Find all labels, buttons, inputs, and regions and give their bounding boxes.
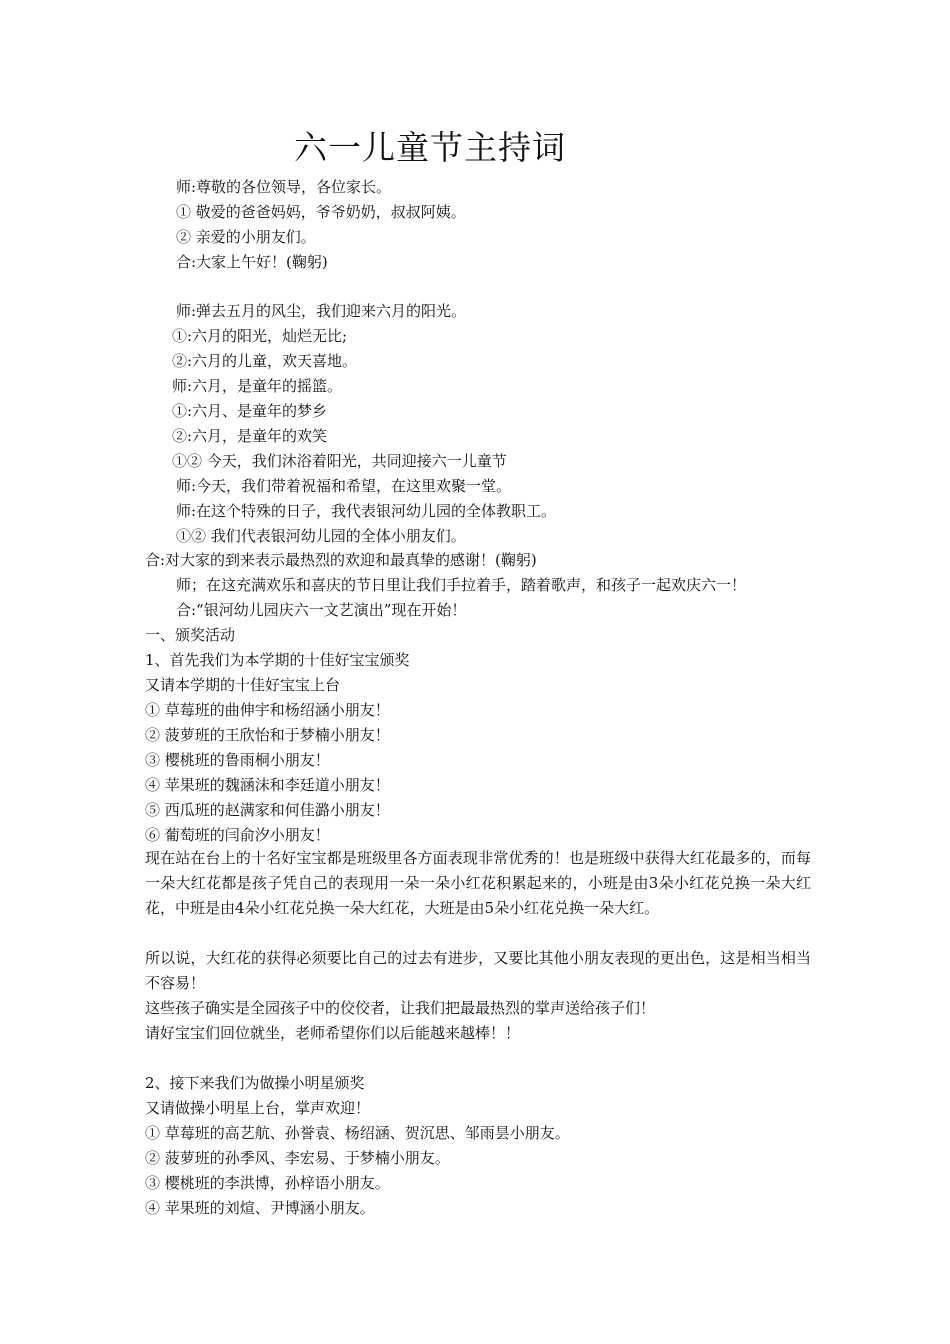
award-item: ① 草莓班的高艺航、孙誉袁、杨绍涵、贺沉思、邹雨昙小朋友。 [145, 1124, 570, 1142]
dialogue-line: 师:弹去五月的风尘，我们迎来六月的阳光。 [176, 302, 467, 320]
award-item: ③ 樱桃班的李洪博，孙梓语小朋友。 [145, 1174, 390, 1192]
dialogue-line: ②:六月的儿童，欢天喜地。 [172, 352, 358, 370]
dialogue-line: ①:六月、是童年的梦乡 [172, 402, 328, 420]
opening-line: ① 敬爱的爸爸妈妈，爷爷奶奶，叔叔阿姨。 [176, 203, 466, 221]
dialogue-line: 师；在这充满欢乐和喜庆的节日里让我们手拉着手，踏着歌声，和孩子一起欢庆六一！ [176, 576, 747, 594]
section-heading: 一、颁奖活动 [145, 626, 236, 644]
dialogue-line: 师:六月，是童年的摇篮。 [172, 377, 343, 395]
dialogue-line: 合:对大家的到来表示最热烈的欢迎和最真挚的感谢！(鞠躬) [145, 551, 537, 569]
opening-line: 师:尊敬的各位领导，各位家长。 [176, 178, 392, 196]
dialogue-line: ①② 我们代表银河幼儿园的全体小朋友们。 [176, 527, 466, 545]
opening-line: ② 亲爱的小朋友们。 [176, 228, 316, 246]
award-item: ⑤ 西瓜班的赵满家和何佳潞小朋友！ [145, 801, 390, 819]
award-item: ② 菠萝班的孙季风、李宏易、于梦楠小朋友。 [145, 1149, 450, 1167]
subsection-title: 2、接下来我们为做操小明星颁奖 [145, 1074, 365, 1092]
body-paragraph: 现在站在台上的十名好宝宝都是班级里各方面表现非常优秀的！也是班级中获得大红花最多的，而每一朵大红花都是孩子凭自己的表现用一朵一朵小红花积累起来的，小班是由3朵小红花兑换一朵大红花，中班是由4朵小红花兑换一朵大红花，大班是由5朵小红花兑换一朵大红。 [145, 849, 811, 917]
invite-line: 又请做操小明星上台，掌声欢迎！ [145, 1099, 371, 1117]
body-paragraph: 所以说，大红花的获得必须要比自己的过去有进步，又要比其他小朋友表现的更出色，这是相当相当不容易！ [145, 949, 811, 992]
award-item: ④ 苹果班的魏涵沫和李廷道小朋友！ [145, 776, 390, 794]
body-paragraph: 这些孩子确实是全园孩子中的佼佼者，让我们把最最热烈的掌声送给孩子们！ [145, 999, 656, 1017]
dialogue-line: 合:“银河幼儿园庆六一文艺演出”现在开始！ [176, 601, 467, 619]
award-item: ⑥ 葡萄班的闫俞汐小朋友！ [145, 826, 330, 844]
page-title: 六一儿童节主持词 [294, 128, 566, 167]
award-item: ③ 樱桃班的鲁雨桐小朋友！ [145, 751, 330, 769]
award-item: ④ 苹果班的刘煊、尹博涵小朋友。 [145, 1199, 375, 1217]
dialogue-line: 师:在这个特殊的日子，我代表银河幼儿园的全体教职工。 [176, 502, 557, 520]
award-item: ② 菠萝班的王欣怡和于梦楠小朋友！ [145, 726, 390, 744]
body-paragraph: 请好宝宝们回位就坐，老师希望你们以后能越来越棒！！ [145, 1024, 521, 1042]
invite-line: 又请本学期的十佳好宝宝上台 [145, 676, 341, 694]
dialogue-line: ①:六月的阳光，灿烂无比; [172, 327, 348, 345]
opening-line: 合:大家上午好！(鞠躬) [176, 253, 328, 271]
dialogue-line: ①② 今天，我们沐浴着阳光，共同迎接六一儿童节 [172, 452, 507, 470]
subsection-title: 1、首先我们为本学期的十佳好宝宝颁奖 [145, 651, 410, 669]
dialogue-line: ②:六月，是童年的欢笑 [172, 427, 328, 445]
award-item: ① 草莓班的曲伸宇和杨绍涵小朋友！ [145, 701, 390, 719]
dialogue-line: 师:今天，我们带着祝福和希望，在这里欢聚一堂。 [176, 477, 512, 495]
